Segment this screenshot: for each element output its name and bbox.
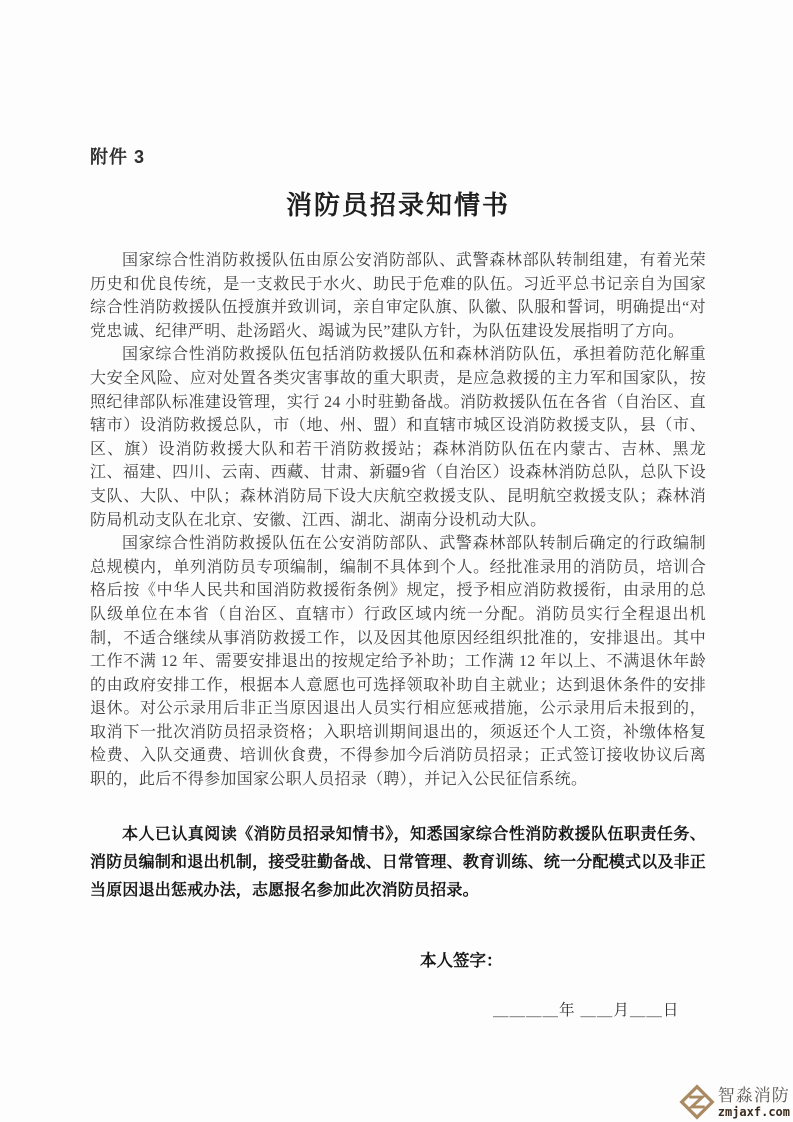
paragraph-1: 国家综合性消防救援队伍由原公安消防部队、武警森林部队转制组建，有着光荣历史和优良传统，是一支救民于水火、助民于危难的队伍。习近平总书记亲自为国家综合性消防救援队伍授旗并致训词，亲自审定队旗、队徽、队服和誓词，明确提出“对党忠诚、纪律严明、赴汤蹈火、竭诚为民”建队方针，为队伍建设发展指明了方向。 bbox=[90, 252, 706, 340]
zhimiao-diamond-logo-icon bbox=[679, 1084, 715, 1120]
watermark-site: zmjaxf.com bbox=[717, 1104, 790, 1119]
date-line: ＿＿＿＿年 ＿＿月＿＿日 bbox=[493, 1001, 680, 1019]
body-text bbox=[90, 249, 706, 792]
document-title: 消防员招录知情书 bbox=[285, 191, 510, 220]
paragraph-3: 国家综合性消防救援队伍在公安消防部队、武警森林部队转制后确定的行政编制总规模内，单列消防员专项编制，编制不具体到个人。经批准录用的消防员，培训合格后按《中华人民共和国消防救援衔条例》规定，授予相应消防救援衔，由录用的总队级单位在本省（自治区、直辖市）行政区域内统一分配。消防员实行全程退出机制，不适合继续从事消防救援工作，以及因其他原因经组织批准的，安排退出。其中工作不满 12 年、需要安排退出的按规定给予补助；工作满 12 年以上、不满退休年龄的由政府安排工作，根据本人意愿也可选择领取补助自主就业；达到退休条件的安排退休。对公示录用后非正当原因退出人员实行相应惩戒措施，公示录用后未报到的，取消下一批次消防员招录资格；入职培训期间退出的，须返还个人工资，补缴体格复检费、入队交通费、培训伙食费，不得参加今后消防员招录；正式签订接收协议后离职的，此后不得参加国家公职人员招录（聘），并记入公民征信系统。 bbox=[90, 535, 706, 789]
watermark-text bbox=[718, 1087, 790, 1118]
declaration-paragraph: 本人已认真阅读《消防员招录知情书》，知悉国家综合性消防救援队伍职责任务、消防员编制和退出机制，接受驻勤备战、日常管理、教育训练、统一分配模式以及非正当原因退出惩戒办法，志愿报名参加此次消防员招录。 bbox=[90, 825, 706, 899]
attachment-label: 附件 3 bbox=[90, 147, 146, 167]
watermark-brand: 智淼消防 bbox=[717, 1085, 790, 1105]
watermark bbox=[679, 1084, 790, 1120]
signature-label: 本人签字： bbox=[420, 951, 503, 970]
paragraph-2: 国家综合性消防救援队伍包括消防救援队伍和森林消防队伍，承担着防范化解重大安全风险、应对处置各类灾害事故的重大职责，是应急救援的主力军和国家队，按照纪律部队标准建设管理，实行 24 小时驻勤备战。消防救援队伍在各省（自治区、直辖市）设消防救援总队，市（地、州、盟）和直辖市城区设消防救援支队，县（市、区、旗）设消防救援大队和若干消防救援站；森林消防队伍在内蒙古、吉林、黑龙江、福建、四川、云南、西藏、甘肃、新疆9省（自治区）设森林消防总队，总队下设支队、大队、中队；森林消防局下设大庆航空救援支队、昆明航空救援支队；森林消防局机动支队在北京、安徽、江西、湖北、湖南分设机动大队。 bbox=[90, 346, 706, 529]
document-content bbox=[90, 143, 706, 1020]
